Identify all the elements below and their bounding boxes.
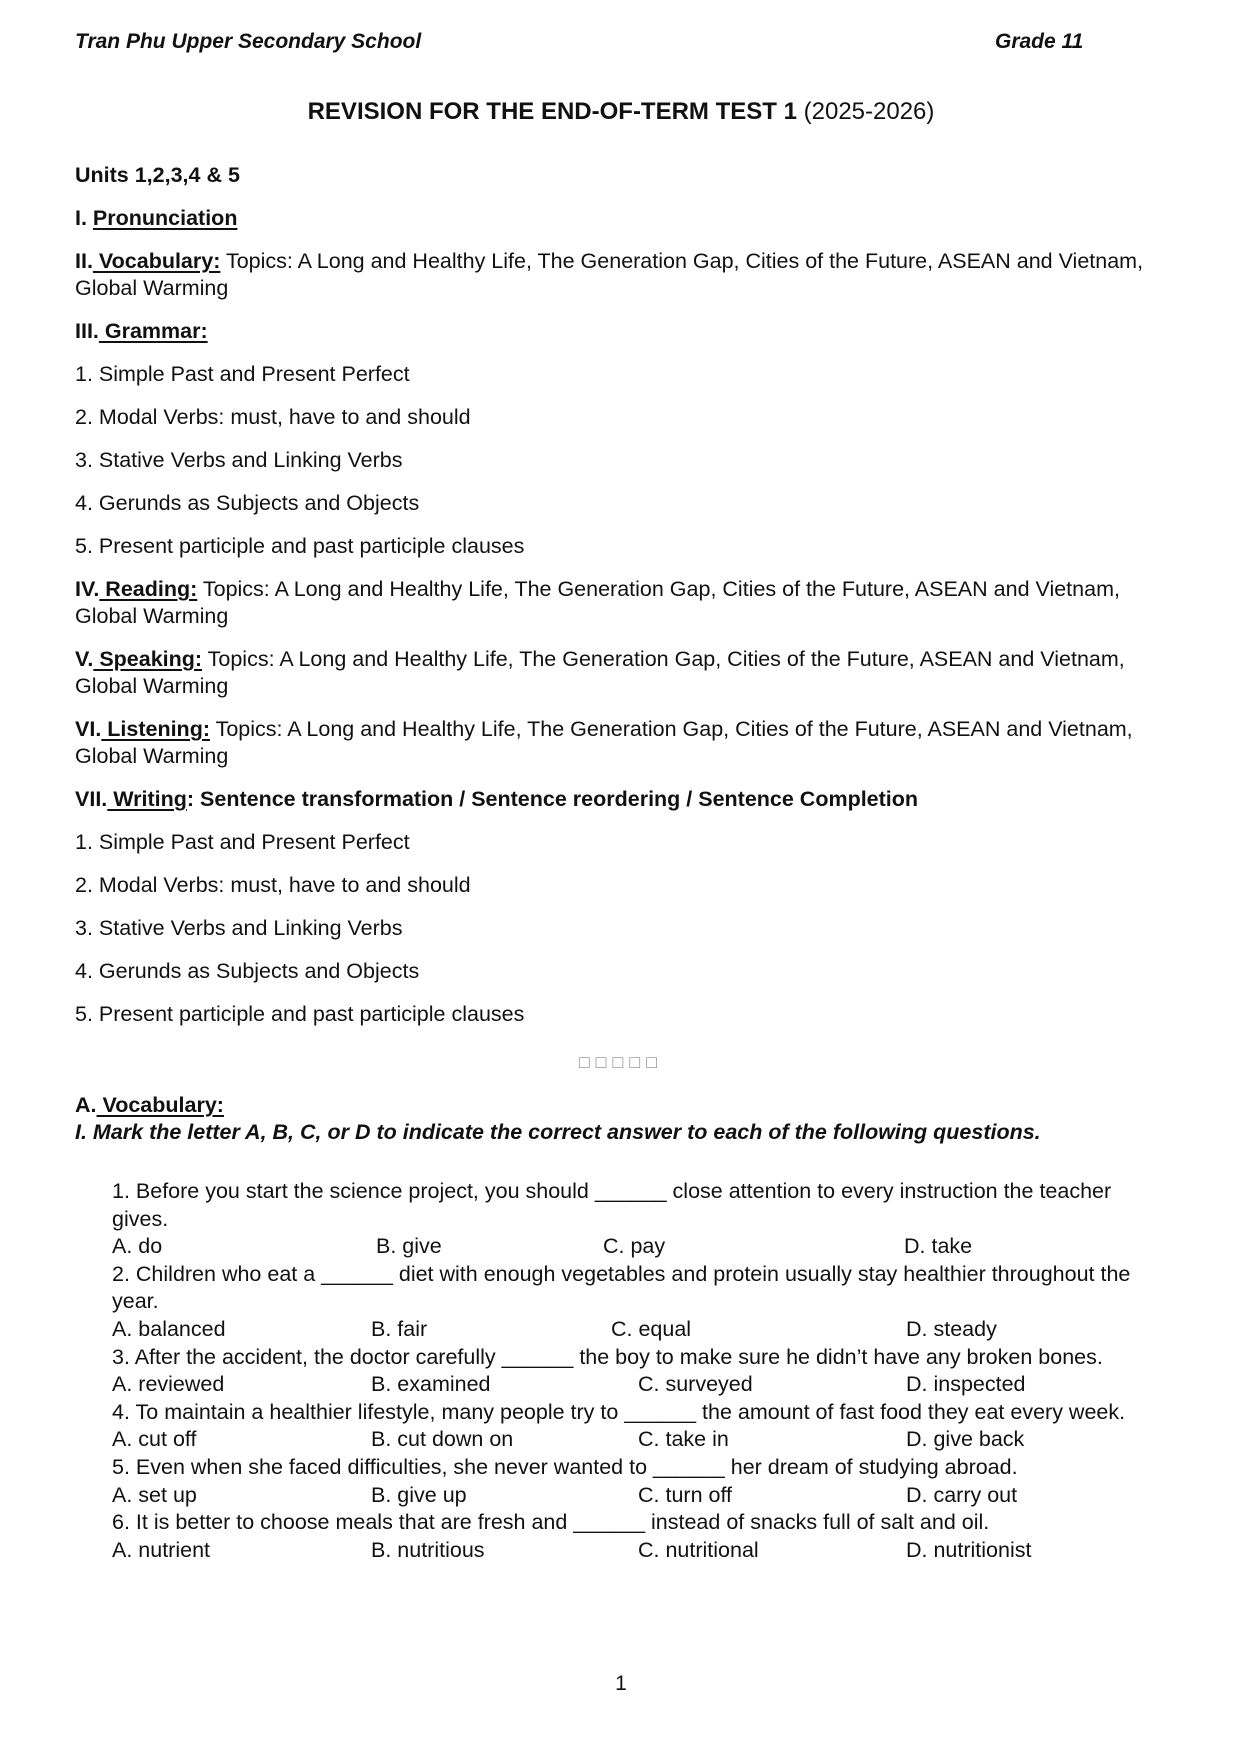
page-title [0,98,1242,126]
answer-options [112,1316,1162,1344]
section-topics: Topics: A Long and Healthy Life, The Generation Gap, Cities of the Future, ASEAN and Vietnam, Global Warming [75,249,1144,300]
option-b: B. examined [371,1372,491,1397]
question-list [112,1178,1162,1564]
section-speaking [75,646,1155,700]
option-a: A. cut off [112,1427,197,1452]
section-number: V. [75,647,94,671]
section-label: Writing [107,787,187,811]
section-topics: Topics: A Long and Healthy Life, The Generation Gap, Cities of the Future, ASEAN and Vietnam, Global Warming [75,647,1125,698]
question-item [112,1454,1162,1509]
option-c: C. surveyed [638,1372,753,1397]
title-main: REVISION FOR THE END-OF-TERM TEST 1 [307,98,797,125]
section-number: IV. [75,577,100,601]
question-stem: 5. Even when she faced difficulties, she never wanted to ______ her dream of studying abroad. [112,1454,1018,1479]
option-d: D. carry out [906,1482,1018,1507]
grammar-item: 3. Stative Verbs and Linking Verbs [75,448,403,472]
section-label: Pronunciation [92,206,238,230]
school-name: Tran Phu Upper Secondary School [75,30,422,53]
option-c: C. turn off [638,1482,733,1507]
question-item [112,1344,1162,1399]
section-label: Speaking: [93,647,203,671]
section-number: I. [75,206,93,230]
option-d: D. give back [906,1427,1025,1452]
option-c: C. equal [611,1316,692,1341]
option-b: B. fair [371,1316,428,1341]
option-a: A. do [112,1234,163,1259]
grade-label: Grade 11 [995,30,1084,53]
question-item [112,1509,1162,1564]
section-number: II. [75,249,93,273]
section-number: VII. [75,787,108,811]
grammar-item: 4. Gerunds as Subjects and Objects [75,491,420,515]
option-c: C. pay [603,1234,666,1259]
answer-options [112,1537,1162,1565]
option-a: A. set up [112,1482,197,1507]
title-year: (2025-2026) [803,98,935,125]
units-line: Units 1,2,3,4 & 5 [75,163,240,187]
question-stem: 2. Children who eat a ______ diet with enough vegetables and protein usually stay healthier throughout the year. [112,1261,1131,1314]
option-b: B. give up [371,1482,467,1507]
section-label: Listening: [101,717,210,741]
section-number: III. [75,319,99,343]
option-c: C. nutritional [638,1537,759,1562]
part-number: A. [75,1093,97,1117]
answer-options [112,1426,1162,1454]
option-b: B. nutritious [371,1537,485,1562]
question-stem: 6. It is better to choose meals that are fresh and ______ instead of snacks full of salt and oil. [112,1510,990,1535]
question-item [112,1178,1162,1261]
question-item [112,1399,1162,1454]
section-reading [75,576,1155,630]
part-a-title [75,1092,1155,1119]
question-stem: 1. Before you start the science project, you should ______ close attention to every instruction the teacher gives. [112,1179,1112,1231]
section-number: VI. [75,717,102,741]
grammar-item: 5. Present participle and past participle clauses [75,534,525,558]
part-label: Vocabulary: [96,1093,224,1117]
section-separator: □□□□□ [578,1052,664,1072]
section-label: Reading: [99,577,198,601]
revision-outline [75,162,1155,1044]
section-topics: Topics: A Long and Healthy Life, The Generation Gap, Cities of the Future, ASEAN and Vietnam, Global Warming [75,717,1133,768]
option-a: A. nutrient [112,1537,210,1562]
option-c: C. take in [638,1427,729,1452]
grammar-item: 1. Simple Past and Present Perfect [75,362,410,386]
section-grammar [75,318,1155,345]
part-a-header [75,1092,1155,1146]
option-b: B. cut down on [371,1427,514,1452]
answer-options [112,1482,1162,1510]
option-d: D. nutritionist [906,1537,1032,1562]
question-stem: 4. To maintain a healthier lifestyle, many people try to ______ the amount of fast food they eat every week. [112,1399,1126,1424]
section-description: : Sentence transformation / Sentence reordering / Sentence Completion [186,787,919,811]
option-b: B. give [376,1234,442,1259]
section-label: Vocabulary: [92,249,221,273]
section-writing [75,786,1155,813]
option-d: D. inspected [906,1372,1026,1397]
answer-options [112,1371,1162,1399]
page-number: 1 [615,1672,627,1695]
section-vocabulary [75,248,1155,302]
writing-item: 5. Present participle and past participle clauses [75,1002,525,1026]
question-stem: 3. After the accident, the doctor carefully ______ the boy to make sure he didn’t have any broken bones. [112,1344,1103,1369]
exercise-instruction: I. Mark the letter A, B, C, or D to indicate the correct answer to each of the following questions. [75,1120,1041,1144]
option-a: A. balanced [112,1316,226,1341]
section-topics: Topics: A Long and Healthy Life, The Generation Gap, Cities of the Future, ASEAN and Vietnam, Global Warming [75,577,1120,628]
option-a: A. reviewed [112,1372,225,1397]
section-listening [75,716,1155,770]
grammar-item: 2. Modal Verbs: must, have to and should [75,405,471,429]
question-item [112,1261,1162,1344]
writing-item: 3. Stative Verbs and Linking Verbs [75,916,403,940]
section-label: Grammar: [98,319,208,343]
option-d: D. steady [906,1316,997,1341]
option-d: D. take [904,1234,973,1259]
writing-item: 4. Gerunds as Subjects and Objects [75,959,420,983]
answer-options [112,1233,1162,1261]
writing-item: 2. Modal Verbs: must, have to and should [75,873,471,897]
section-pronunciation [75,205,1155,232]
writing-item: 1. Simple Past and Present Perfect [75,830,410,854]
